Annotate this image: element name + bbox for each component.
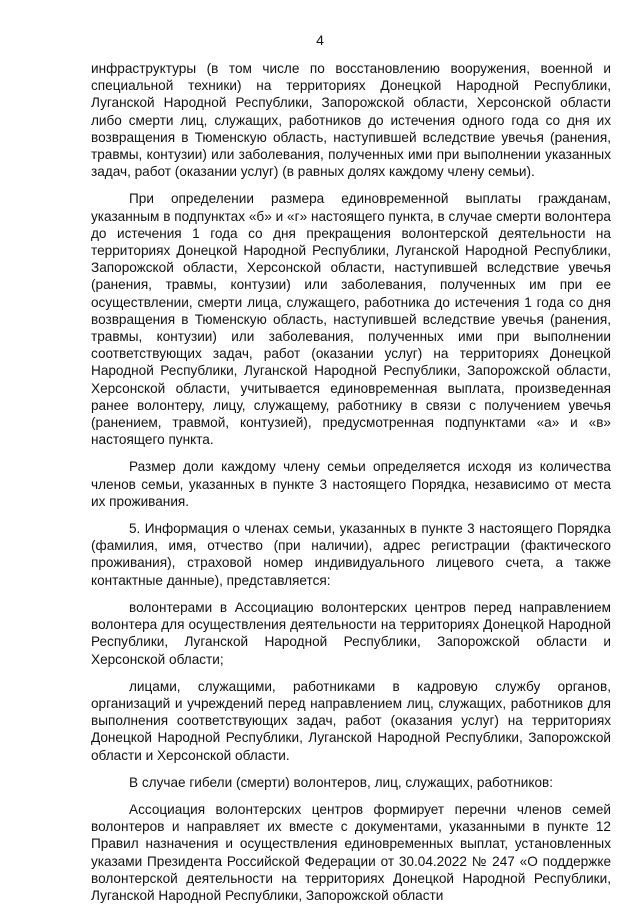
paragraph-5: волонтерами в Ассоциацию волонтерских центров перед направлением волонтера для осуществления деятельности на территориях Донецкой Народной Республики, Луганской Народной Республики, Запорожской области и Херсонской области; <box>91 599 611 667</box>
paragraph-4: 5. Информация о членах семьи, указанных в пункте 3 настоящего Порядка (фамилия, имя, отчество (при наличии), адрес регистрации (фактического проживания), страховой номер индивидуального лицевого счета, а также контактные данные), представляется: <box>91 521 611 588</box>
paragraph-7: В случае гибели (смерти) волонтеров, лиц, служащих, работников: <box>129 774 554 790</box>
page-number: 4 <box>316 32 324 48</box>
document-body <box>91 60 611 904</box>
paragraph-6: лицами, служащими, работниками в кадровую службу органов, организаций и учреждений перед направлением лиц, служащих, работников для выполнения соответствующих задач, работ (оказания услуг) на территориях Донецкой Народной Республики, Луганской Народной Республики, Запорожской области и Херсонской области. <box>91 678 611 763</box>
paragraph-8: Ассоциация волонтерских центров формирует перечни членов семей волонтеров и направляет их вместе с документами, указанными в пункте 12 Правил назначения и осуществления единовременных выплат, установленных указами Президента Российской Федерации от 30.04.2022 № 247 «О поддержке волонтерской деятельности на территориях Донецкой Народной Республики, Луганской Народной Республики, Запорожской области <box>91 801 611 903</box>
paragraph-3: Размер доли каждому члену семьи определяется исходя из количества членов семьи, указанных в пункте 3 настоящего Порядка, независимо от места их проживания. <box>91 459 611 509</box>
paragraph-2: При определении размера единовременной выплаты гражданам, указанным в подпунктах «б» и «г» настоящего пункта, в случае смерти волонтера до истечения 1 года со дня прекращения волонтерской деятельности на территориях Донецкой Народной Республики, Луганской Народной Республики, Запорожской области, Херсонской области, наступившей вследствие увечья (ранения, травмы, контузии) или заболевания, полученных им при ее осуществлении, смерти лица, служащего, работника до истечения 1 года со дня возвращения в Тюменскую область, наступившей вследствие увечья (ранения, травмы, контузии) или заболевания, полученных ими при выполнении соответствующих задач, работ (оказании услуг) на территориях Донецкой Народной Республики, Луганской Народной Республики, Запорожской области, Херсонской области, учитывается единовременная выплата, произведенная ранее волонтеру, лицу, служащему, работнику в связи с получением увечья (ранением, травмой, контузией), предусмотренная подпунктами «а» и «в» настоящего пункта. <box>91 191 611 448</box>
paragraph-1: инфраструктуры (в том числе по восстановлению вооружения, военной и специальной техники) на территориях Донецкой Народной Республики, Луганской Народной Республики, Запорожской области, Херсонской области либо смерти лиц, служащих, работников до истечения одного года со дня их возвращения в Тюменскую область, наступившей вследствие увечья (ранения, травмы, контузии) или заболевания, полученных ими при выполнении указанных задач, работ (оказании услуг) (в равных долях каждому члену семьи). <box>91 61 611 180</box>
